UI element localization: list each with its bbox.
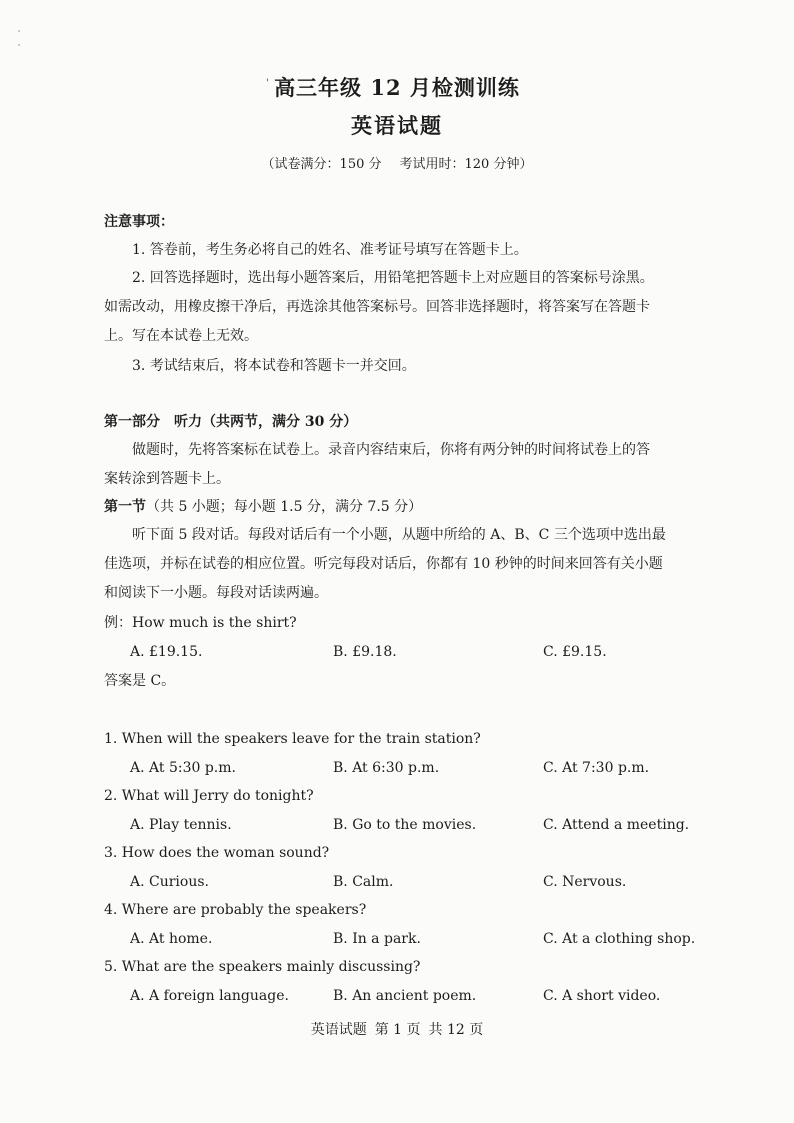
footer-page: 第 1 页 <box>374 1022 421 1038</box>
time-note: 考试用时：120 分钟） <box>399 157 533 172</box>
example-option-b: B. £9.18. <box>333 644 397 660</box>
section1-intro-cont: 佳选项，并标在试卷的相应位置。听完每段对话后，你都有 10 秒钟的时间来回答有关小题 <box>104 556 663 572</box>
option-a: A. A foreign language. <box>130 988 289 1004</box>
notice-item: 2. 回答选择题时，选出每小题答案后，用铅笔把答题卡上对应题目的答案标号涂黑。 <box>132 270 654 286</box>
example-option-c: C. £9.15. <box>543 644 607 660</box>
question-stem: 3. How does the woman sound? <box>104 845 330 861</box>
question-stem: 4. Where are probably the speakers? <box>104 902 367 918</box>
question-stem: 1. When will the speakers leave for the train station? <box>104 731 481 747</box>
notice-item: 1. 答卷前，考生务必将自己的姓名、准考证号填写在答题卡上。 <box>132 242 528 258</box>
option-b: B. Calm. <box>333 874 394 890</box>
notice-item-cont: 上。写在本试卷上无效。 <box>104 328 258 344</box>
option-c: C. A short video. <box>543 988 661 1004</box>
binding-dot <box>18 30 20 32</box>
scan-mark: ' <box>266 78 269 89</box>
part1-intro-cont: 案转涂到答题卡上。 <box>104 471 230 487</box>
section1-label: 第一节 <box>104 499 146 515</box>
example-question: 例：How much is the shirt? <box>104 615 297 631</box>
page-footer <box>0 1020 794 1040</box>
option-a: A. At 5:30 p.m. <box>130 760 236 776</box>
question-stem: 5. What are the speakers mainly discussing? <box>104 959 421 975</box>
footer-total: 共 12 页 <box>428 1022 484 1038</box>
option-c: C. Attend a meeting. <box>543 817 690 833</box>
footer-subject: 英语试题 <box>310 1022 367 1038</box>
part1-intro: 做题时，先将答案标在试卷上。录音内容结束后，你将有两分钟的时间将试卷上的答 <box>132 442 650 458</box>
section1-intro-cont: 和阅读下一小题。每段对话读两遍。 <box>104 585 328 601</box>
option-c: C. At 7:30 p.m. <box>543 760 650 776</box>
notice-heading: 注意事项： <box>104 214 174 230</box>
section1-heading <box>104 497 742 517</box>
part1-heading: 第一部分 听力（共两节，满分 30 分） <box>104 414 358 430</box>
example-answer: 答案是 C。 <box>104 673 176 689</box>
question-stem: 2. What will Jerry do tonight? <box>104 788 314 804</box>
notice-item-cont: 如需改动，用橡皮擦干净后，再选涂其他答案标号。回答非选择题时，将答案写在答题卡 <box>104 299 650 315</box>
option-b: B. At 6:30 p.m. <box>333 760 440 776</box>
section1-intro: 听下面 5 段对话。每段对话后有一个小题，从题中所给的 A、B、C 三个选项中选出最 <box>132 527 666 543</box>
option-a: A. Curious. <box>130 874 209 890</box>
example-option-a: A. £19.15. <box>130 644 203 660</box>
option-c: C. At a clothing shop. <box>543 931 696 947</box>
exam-title: 高三年级 12 月检测训练 <box>274 75 520 100</box>
option-c: C. Nervous. <box>543 874 627 890</box>
option-b: B. An ancient poem. <box>333 988 477 1004</box>
notice-item: 3. 考试结束后，将本试卷和答题卡一并交回。 <box>132 358 416 374</box>
binding-dot <box>18 44 20 46</box>
score-note: （试卷满分：150 分 <box>261 157 382 172</box>
option-b: B. Go to the movies. <box>333 817 477 833</box>
option-a: A. At home. <box>130 931 213 947</box>
exam-info <box>0 155 794 175</box>
option-a: A. Play tennis. <box>130 817 232 833</box>
option-b: B. In a park. <box>333 931 421 947</box>
subject-title: 英语试题 <box>351 113 443 138</box>
section1-detail: （共 5 小题；每小题 1.5 分，满分 7.5 分） <box>146 499 423 515</box>
